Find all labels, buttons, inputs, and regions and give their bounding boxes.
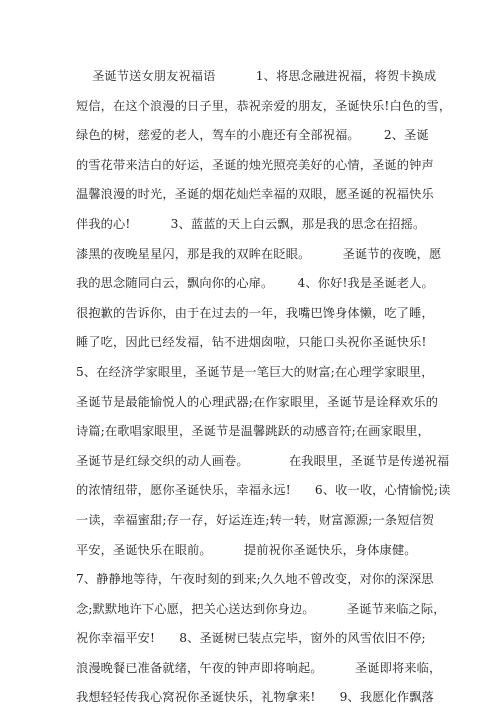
text-line: 圣诞节是红绿交织的动人画卷。 在我眼里，圣诞节是传递祝福 xyxy=(76,453,450,468)
text-line: 我的思念随同白云，飘向你的心扉。 4、你好!我是圣诞老人。 xyxy=(76,276,434,291)
text-line: 5、在经济学家眼里，圣诞节是一笔巨大的财富;在心理学家眼里， xyxy=(76,364,434,379)
text-line: 念;默默地许下心愿，把关心送达到你身边。 圣诞节来临之际， xyxy=(76,601,446,616)
text-line: 短信，在这个浪漫的日子里，恭祝亲爱的朋友，圣诞快乐!白色的雪， xyxy=(76,98,452,113)
text-line: 圣诞节是最能愉悦人的心理武器;在作家眼里，圣诞节是诠释欢乐的 xyxy=(76,394,439,409)
text-line: 伴我的心! 3、蓝蓝的天上白云飘，那是我的思念在招摇。 xyxy=(76,216,426,231)
text-line: 我想轻轻传我心窝祝你圣诞快乐，礼物拿来! 9、我愿化作飘落 xyxy=(76,690,434,705)
text-line: 圣诞节送女朋友祝福语 1、将思念融进祝福，将贺卡换成 xyxy=(76,69,437,83)
text-line: 绿色的树，慈爱的老人，驾车的小鹿还有全部祝福。 2、圣诞 xyxy=(76,128,429,143)
body-text xyxy=(76,62,456,713)
text-line: 一读，幸福蜜甜;存一存，好运连连;转一转，财富源源;一条短信贺 xyxy=(76,512,435,527)
text-line: 7、静静地等待，午夜时刻的到来;久久地不曾改变，对你的深深思 xyxy=(76,572,434,587)
text-line: 平安，圣诞快乐在眼前。 提前祝你圣诞快乐，身体康健。 xyxy=(76,542,417,557)
text-line: 睡了吃，因此已经发福，钻不进烟囱啦，只能口头祝你圣诞快乐! xyxy=(76,335,427,350)
text-line: 浪漫晚餐已准备就绪，午夜的钟声即将响起。 圣诞即将来临， xyxy=(76,660,442,675)
text-line: 的浓情纽带，愿你圣诞快乐，幸福永远! 6、收一收，心情愉悦;读 xyxy=(76,483,451,498)
text-line: 祝你幸福平安! 8、圣诞树已装点完毕，窗外的风雪依旧不停; xyxy=(76,631,426,646)
text-line: 温馨浪漫的时光，圣诞的烟花灿烂幸福的双眼，愿圣诞的祝福快乐 xyxy=(76,187,434,202)
text-line: 诗篇;在歌唱家眼里，圣诞节是温馨跳跃的动感音符;在画家眼里， xyxy=(76,424,430,439)
text-line: 的雪花带来洁白的好运，圣诞的烛光照亮美好的心情，圣诞的钟声 xyxy=(76,157,434,172)
text-line: 很抱歉的告诉你，由于在过去的一年，我嘴巴馋身体懒，吃了睡， xyxy=(76,305,434,320)
text-line: 漆黑的夜晚星星闪，那是我的双眸在眨眼。 圣诞节的夜晚，愿 xyxy=(76,246,442,261)
